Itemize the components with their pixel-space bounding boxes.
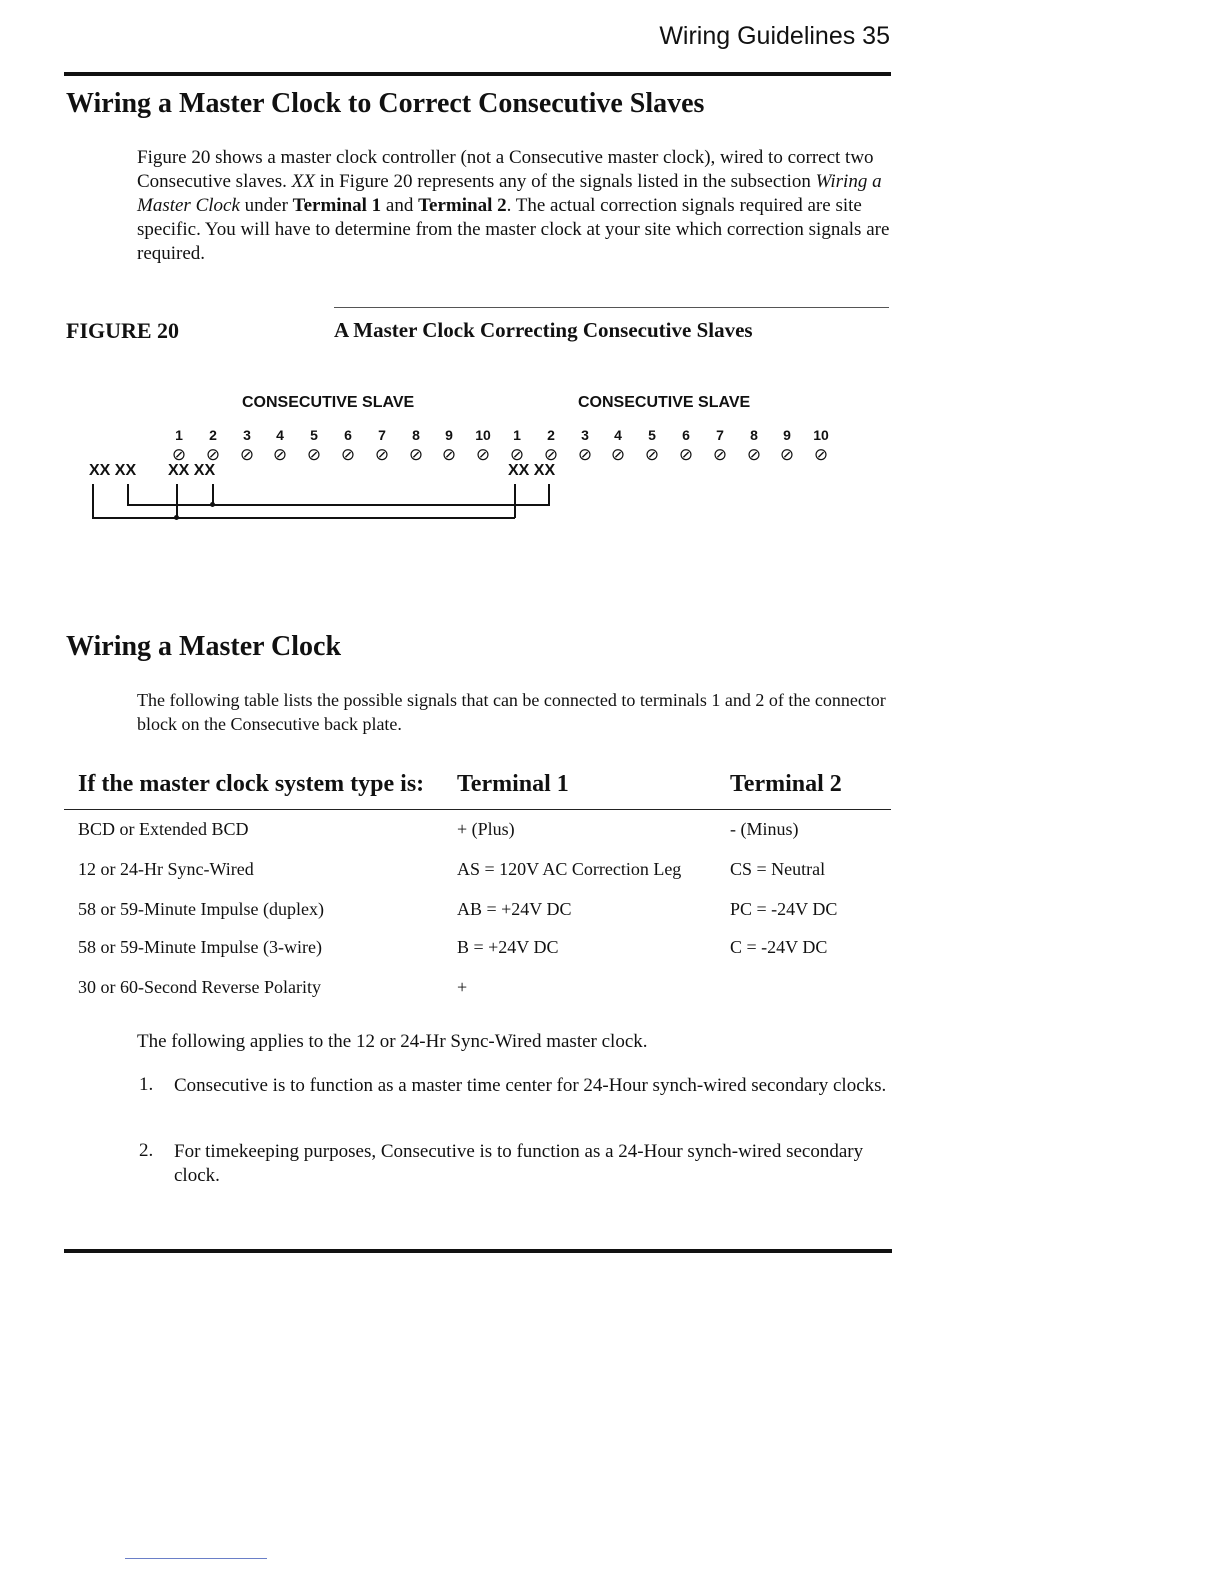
terminal-number: 3 bbox=[581, 427, 589, 443]
figure-title: A Master Clock Correcting Consecutive Slaves bbox=[334, 318, 753, 342]
junction-dot-top bbox=[210, 502, 215, 507]
para-xx: XX bbox=[291, 171, 315, 192]
terminal-number: 10 bbox=[475, 427, 491, 443]
table-cell: 58 or 59-Minute Impulse (3-wire) bbox=[78, 937, 322, 957]
terminal-screw-icon: ⊘ bbox=[509, 445, 525, 464]
para-text: in Figure 20 represents any of the signals listed in the subsection bbox=[314, 171, 816, 192]
table-cell: AB = +24V DC bbox=[457, 899, 572, 919]
terminal-number: 2 bbox=[209, 427, 217, 443]
wire-bottom-bus bbox=[92, 517, 515, 519]
terminal-screw-icon: ⊘ bbox=[779, 445, 795, 464]
table-cell: BCD or Extended BCD bbox=[78, 819, 249, 839]
table-header-terminal-2: Terminal 2 bbox=[730, 771, 842, 797]
terminal-number: 5 bbox=[648, 427, 656, 443]
terminal-number: 4 bbox=[614, 427, 622, 443]
wire-master-right-drop bbox=[127, 484, 129, 505]
table-header-terminal-1: Terminal 1 bbox=[457, 771, 569, 797]
terminal-number: 9 bbox=[783, 427, 791, 443]
terminal-screw-icon: ⊘ bbox=[610, 445, 626, 464]
table-cell: 12 or 24-Hr Sync-Wired bbox=[78, 859, 254, 879]
figure-rule bbox=[334, 307, 889, 308]
table-cell: C = -24V DC bbox=[730, 937, 828, 957]
table-cell: 30 or 60-Second Reverse Polarity bbox=[78, 977, 321, 997]
slave2-xx: XX XX bbox=[508, 462, 556, 479]
table-cell: AS = 120V AC Correction Leg bbox=[457, 859, 682, 879]
terminal-screw-icon: ⊘ bbox=[205, 445, 221, 464]
footer-link-line bbox=[125, 1558, 267, 1559]
terminal-screw-icon: ⊘ bbox=[678, 445, 694, 464]
terminal-screw-icon: ⊘ bbox=[239, 445, 255, 464]
table-cell: 58 or 59-Minute Impulse (duplex) bbox=[78, 899, 324, 919]
terminal-screw-icon: ⊘ bbox=[374, 445, 390, 464]
section2-paragraph: The following table lists the possible signals that can be connected to terminals 1 and 2 of the connector block on the Consecutive back plate. bbox=[137, 690, 886, 734]
terminal-number: 7 bbox=[716, 427, 724, 443]
table-cell: + (Plus) bbox=[457, 819, 515, 839]
section-heading-master-clock-slaves: Wiring a Master Clock to Correct Consecutive Slaves bbox=[66, 88, 705, 119]
terminal-number: 8 bbox=[750, 427, 758, 443]
notes-intro: The following applies to the 12 or 24-Hr Sync-Wired master clock. bbox=[137, 1031, 648, 1052]
terminal-screw-icon: ⊘ bbox=[712, 445, 728, 464]
list-item-text: For timekeeping purposes, Consecutive is to function as a 24-Hour synch-wired secondary clock. bbox=[174, 1141, 864, 1186]
table-cell: PC = -24V DC bbox=[730, 899, 838, 919]
terminal-number: 6 bbox=[682, 427, 690, 443]
list-item-number: 1. bbox=[139, 1074, 154, 1095]
terminal-number: 1 bbox=[513, 427, 521, 443]
section1-paragraph bbox=[137, 146, 892, 266]
section-heading-wiring-master-clock: Wiring a Master Clock bbox=[66, 631, 342, 662]
para-terminal-2: Terminal 2 bbox=[418, 195, 507, 216]
terminal-screw-icon: ⊘ bbox=[813, 445, 829, 464]
figure-label: FIGURE 20 bbox=[66, 318, 180, 343]
list-item-number: 2. bbox=[139, 1140, 154, 1161]
terminal-number: 2 bbox=[547, 427, 555, 443]
terminal-screw-icon: ⊘ bbox=[171, 445, 187, 464]
table-cell: B = +24V DC bbox=[457, 937, 559, 957]
slave-title-left: CONSECUTIVE SLAVE bbox=[242, 394, 415, 411]
table-header-system-type: If the master clock system type is: bbox=[78, 771, 425, 797]
terminal-number: 3 bbox=[243, 427, 251, 443]
junction-dot-bottom bbox=[174, 515, 179, 520]
terminal-screw-icon: ⊘ bbox=[340, 445, 356, 464]
list-item-text: Consecutive is to function as a master time center for 24-Hour synch-wired secondary clocks. bbox=[174, 1075, 887, 1096]
wire-slave2-t1-drop bbox=[514, 484, 516, 518]
terminal-number: 7 bbox=[378, 427, 386, 443]
wire-slave2-t2-drop bbox=[548, 484, 550, 505]
terminal-screw-icon: ⊘ bbox=[475, 445, 491, 464]
terminal-screw-icon: ⊘ bbox=[441, 445, 457, 464]
para-text: under bbox=[239, 195, 293, 216]
terminal-number: 10 bbox=[813, 427, 829, 443]
para-text: Figure 20 shows a master clock controller (not a Consecutive master clock), wired to correct two Consecutive slaves. bbox=[137, 147, 874, 192]
terminal-number: 1 bbox=[175, 427, 183, 443]
terminal-screw-icon: ⊘ bbox=[644, 445, 660, 464]
wire-slave1-t1-drop bbox=[176, 484, 178, 518]
table-cell: + bbox=[457, 977, 468, 997]
header-rule bbox=[64, 72, 891, 76]
terminal-screw-icon: ⊘ bbox=[577, 445, 593, 464]
para-terminal-1: Terminal 1 bbox=[292, 195, 382, 216]
footer-rule bbox=[64, 1249, 892, 1253]
table-header-rule bbox=[64, 809, 891, 810]
wire-top-bus bbox=[127, 504, 550, 506]
page-header-title: Wiring Guidelines 35 bbox=[659, 22, 890, 50]
slave-title-right: CONSECUTIVE SLAVE bbox=[578, 394, 751, 411]
wire-master-left-drop bbox=[92, 484, 94, 518]
terminal-screw-icon: ⊘ bbox=[408, 445, 424, 464]
terminal-screw-icon: ⊘ bbox=[543, 445, 559, 464]
table-cell: - (Minus) bbox=[730, 819, 799, 839]
table-cell: CS = Neutral bbox=[730, 859, 826, 879]
slave1-xx: XX XX bbox=[168, 462, 216, 479]
terminal-screw-icon: ⊘ bbox=[746, 445, 762, 464]
terminal-number: 5 bbox=[310, 427, 318, 443]
terminal-number: 6 bbox=[344, 427, 352, 443]
terminal-number: 8 bbox=[412, 427, 420, 443]
terminal-screw-icon: ⊘ bbox=[272, 445, 288, 464]
para-text: . The actual correction signals required are site specific. You will have to determine from the master clock at your site which correction signals are required. bbox=[137, 195, 890, 264]
para-text: and bbox=[381, 195, 419, 216]
terminal-number: 9 bbox=[445, 427, 453, 443]
master-clock-xx: XX XX bbox=[89, 462, 137, 479]
para-subsection-ref: Wiring a Master Clock bbox=[137, 171, 882, 216]
terminal-screw-icon: ⊘ bbox=[306, 445, 322, 464]
terminal-number: 4 bbox=[276, 427, 284, 443]
